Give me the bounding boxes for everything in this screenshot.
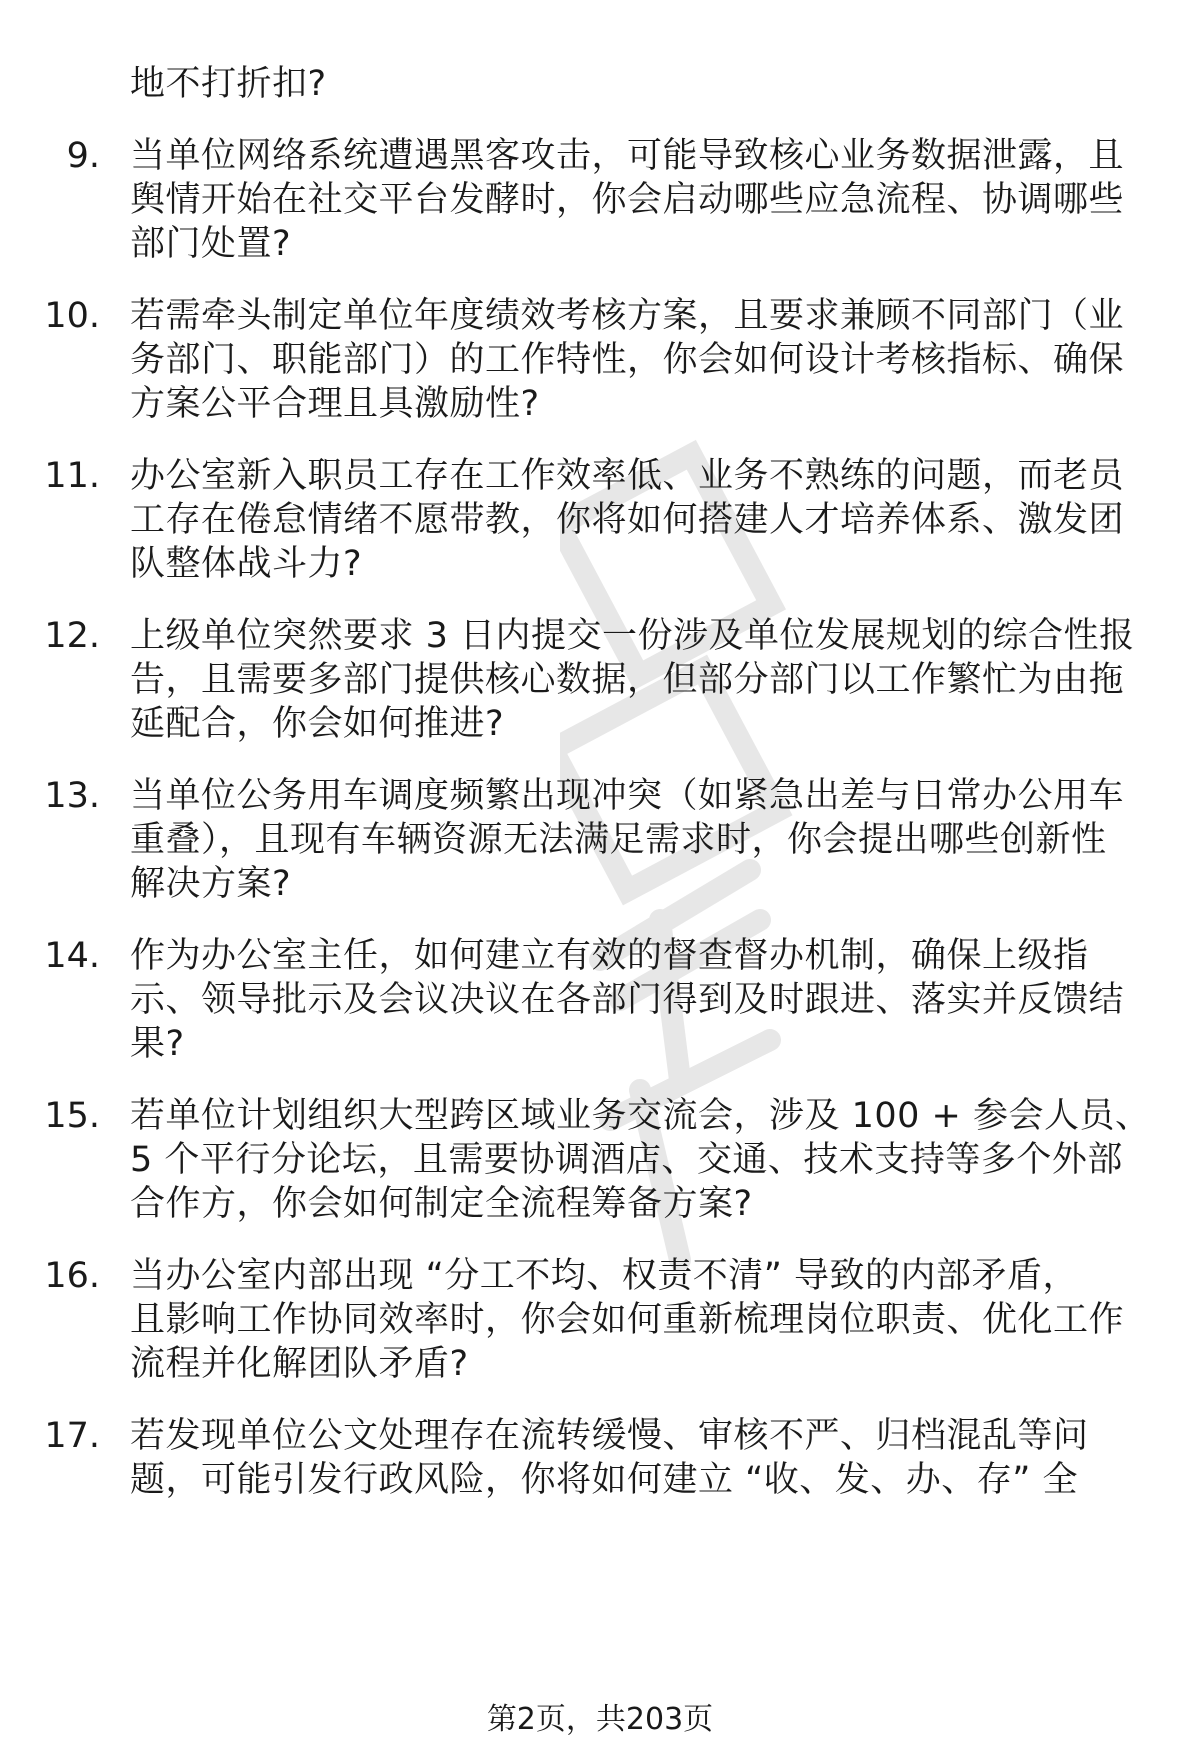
question-text-line: 重叠），且现有车辆资源无法满足需求时，你会提出哪些创新性 <box>130 820 1107 860</box>
question-text-line: 工存在倦怠情绪不愿带教，你将如何搭建人才培养体系、激发团 <box>130 500 1125 540</box>
question-number: 16. <box>44 1256 100 1296</box>
question-text-line: 队整体战斗力? <box>130 544 363 584</box>
question-text-line: 合作方，你会如何制定全流程筹备方案? <box>130 1184 753 1224</box>
question-text-line: 若发现单位公文处理存在流转缓慢、审核不严、归档混乱等问 <box>130 1416 1089 1456</box>
question-text-line: 解决方案? <box>130 864 292 904</box>
continuation-text: 地不打折扣? <box>130 64 327 104</box>
question-number: 13. <box>44 776 100 816</box>
question-number: 15. <box>44 1096 100 1136</box>
question-text-line: 方案公平合理且具激励性? <box>130 384 540 424</box>
page-footer: 第2页，共203页 <box>486 1702 714 1737</box>
question-text-line: 题，可能引发行政风险，你将如何建立 “收、发、办、存” 全 <box>130 1460 1079 1500</box>
question-text-line: 务部门、职能部门）的工作特性，你会如何设计考核指标、确保 <box>130 340 1125 380</box>
question-number: 11. <box>44 456 100 496</box>
question-text-line: 舆情开始在社交平台发酵时，你会启动哪些应急流程、协调哪些 <box>130 180 1125 220</box>
question-text-line: 上级单位突然要求 3 日内提交一份涉及单位发展规划的综合性报 <box>130 616 1135 656</box>
question-text-line: 若单位计划组织大型跨区域业务交流会，涉及 100 + 参会人员、 <box>130 1096 1151 1136</box>
question-text-line: 且影响工作协同效率时，你会如何重新梳理岗位职责、优化工作 <box>130 1300 1125 1340</box>
question-number: 9. <box>66 136 100 176</box>
question-text-line: 流程并化解团队矛盾? <box>130 1344 469 1384</box>
question-text-line: 当办公室内部出现 “分工不均、权责不清” 导致的内部矛盾， <box>130 1256 1079 1296</box>
question-text-line: 作为办公室主任，如何建立有效的督查督办机制，确保上级指 <box>130 936 1089 976</box>
question-number: 10. <box>44 296 100 336</box>
question-text-line: 若需牵头制定单位年度绩效考核方案，且要求兼顾不同部门（业 <box>130 296 1125 336</box>
question-text-line: 告，且需要多部门提供核心数据，但部分部门以工作繁忙为由拖 <box>130 660 1125 700</box>
question-number: 17. <box>44 1416 100 1456</box>
question-number: 12. <box>44 616 100 656</box>
question-text-line: 5 个平行分论坛，且需要协调酒店、交通、技术支持等多个外部 <box>130 1140 1123 1180</box>
question-text-line: 办公室新入职员工存在工作效率低、业务不熟练的问题，而老员 <box>130 456 1125 496</box>
question-text-line: 部门处置? <box>130 224 292 264</box>
question-number: 14. <box>44 936 100 976</box>
question-text-line: 果? <box>130 1024 185 1064</box>
question-text-line: 延配合，你会如何推进? <box>130 704 505 744</box>
question-text-line: 示、领导批示及会议决议在各部门得到及时跟进、落实并反馈结 <box>130 980 1125 1020</box>
question-text-line: 当单位公务用车调度频繁出现冲突（如紧急出差与日常办公用车 <box>130 776 1125 816</box>
question-text-line: 当单位网络系统遭遇黑客攻击，可能导致核心业务数据泄露，且 <box>130 136 1125 176</box>
